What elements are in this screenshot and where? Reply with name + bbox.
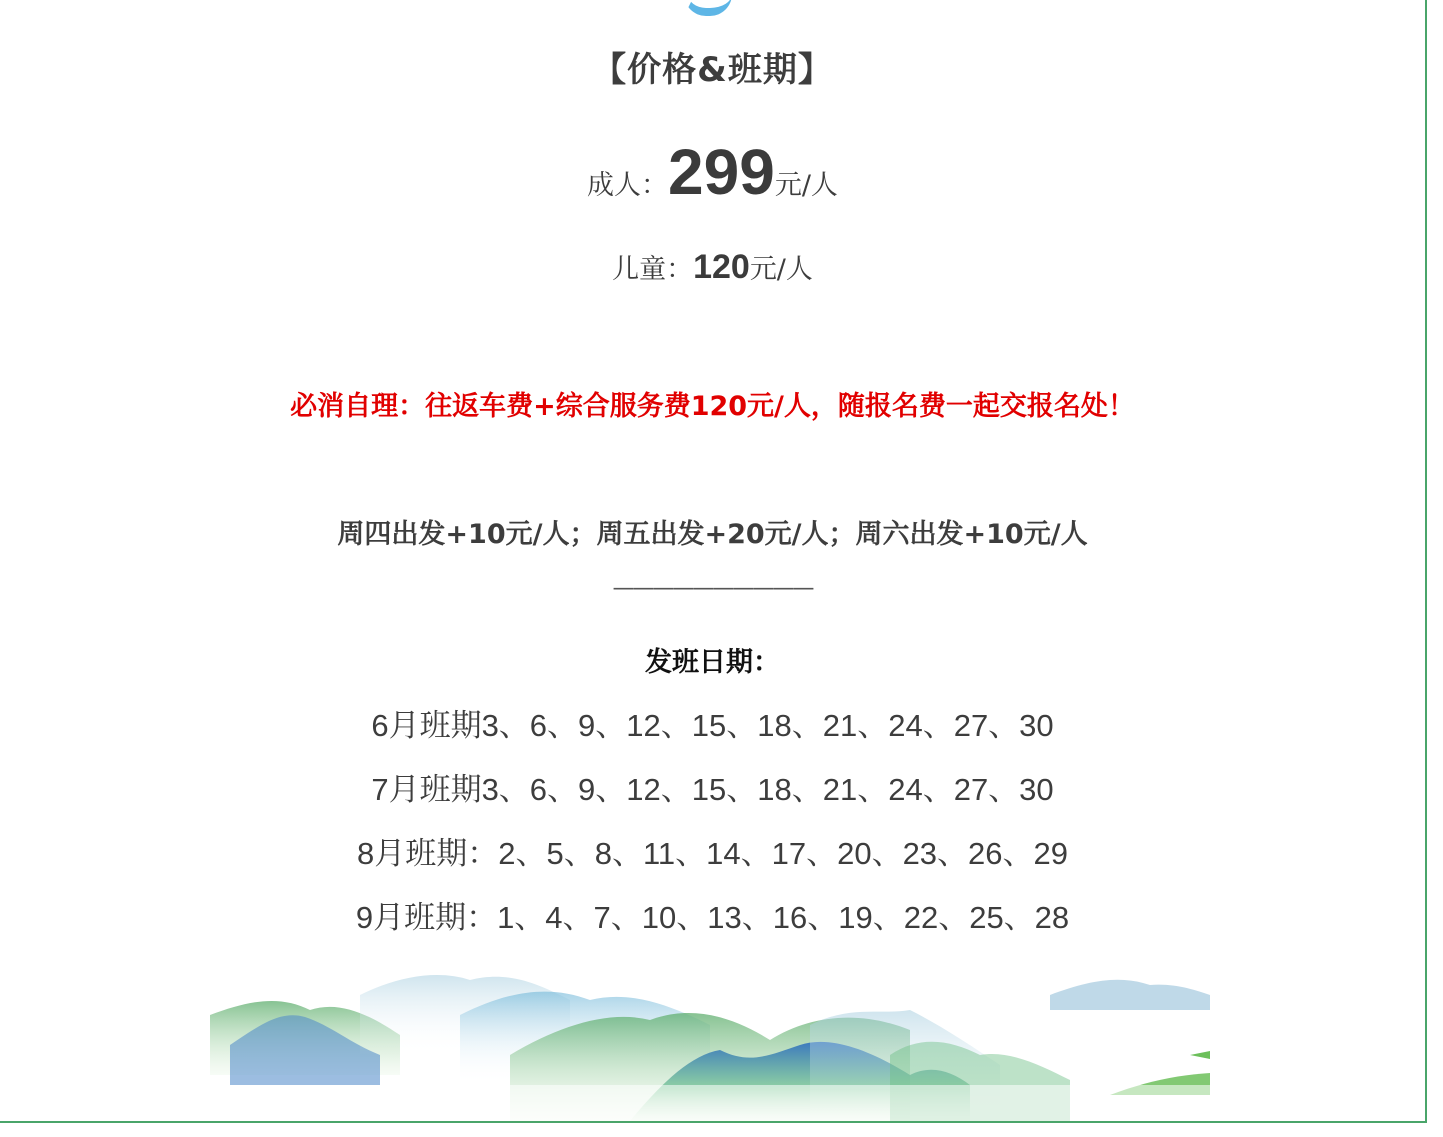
adult-price-unit: 元/人 (774, 170, 838, 201)
section-title: 【价格&班期】 (592, 50, 833, 90)
child-price-amount: 120 (693, 248, 750, 286)
child-price-unit: 元/人 (749, 254, 813, 285)
divider-line: —————————— (612, 576, 813, 601)
schedule-row-august: 8月班期：2、5、8、11、14、17、20、23、26、29 (356, 836, 1069, 871)
adult-price (0, 136, 1425, 208)
mandatory-fee-notice: 必消自理：往返车费+综合服务费120元/人，随报名费一起交报名处！ (290, 391, 1135, 422)
watercolor-mountains-image (210, 955, 1210, 1121)
child-price-label: 儿童： (612, 254, 694, 285)
adult-price-label: 成人： (587, 170, 669, 201)
schedule-row-september: 9月班期：1、4、7、10、13、16、19、22、25、28 (355, 900, 1070, 935)
adult-price-amount: 299 (668, 136, 775, 208)
schedule-row-june: 6月班期3、6、9、12、15、18、21、24、27、30 (371, 708, 1054, 743)
schedule-title: 发班日期： (645, 647, 780, 678)
schedule-row-july: 7月班期3、6、9、12、15、18、21、24、27、30 (371, 772, 1054, 807)
child-price (0, 250, 1425, 284)
weekday-surcharge: 周四出发+10元/人；周五出发+20元/人；周六出发+10元/人 (337, 519, 1088, 550)
